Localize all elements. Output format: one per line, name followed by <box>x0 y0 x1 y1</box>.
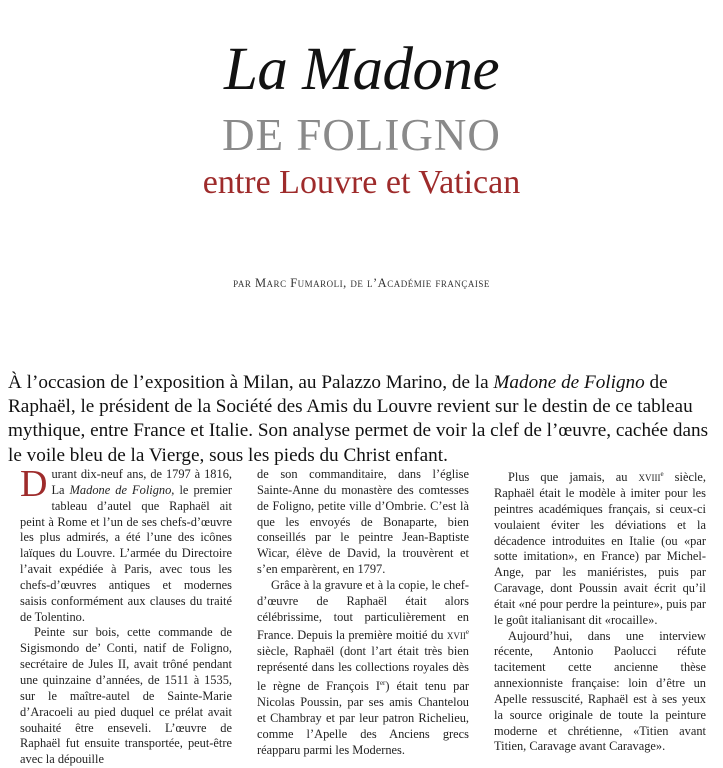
col3-paragraph-1 <box>494 467 706 629</box>
title-line-1: La Madone <box>223 36 500 103</box>
col2-paragraph-1: de son commanditaire, dans l’église Sainte-Anne du monastère des comtesses de Foligno, petite ville d’Ombrie. C’est là que les envoyés de Bonaparte, bien conseillés par le peintre Jean-Baptiste Wicar, élève de David, la trouvèrent et s’en emparèrent, en 1797. <box>257 467 469 577</box>
drop-cap: D <box>20 463 48 505</box>
col2-p2-text-c: ) était tenu par Nicolas Poussin, par ses amis Chantelou et Chambray et par leur patron Richelieu, comme l’Apelle des Anciens grecs réapparu parmi les Modernes. <box>257 679 470 757</box>
col1-paragraph-2: Peinte sur bois, cette commande de Sigismondo de’ Conti, natif de Foligno, secrétaire de Jules II, avait trôné pendant une quinzaine d’années, de 1511 à 1535, sur le maître-autel de Sainte-Marie d’Aracoeli au pied duquel ce prélat avait souhaité être enseveli. L’œuvre de Raphaël fut ensuite transportée, peut-être avec la dépouille <box>20 625 232 767</box>
col2-century: xvii <box>446 628 466 643</box>
col1-p1-italic: Madone de Foligno <box>69 482 172 497</box>
col3-p1-text-b: siècle, Raphaël était le modèle à imiter pour les peintres académiques français, si ceux-ci voulaient éviter les déviations et la décadence introduites en Italie (ou «par sotte imitation», en France) par Michel-Ange, par les maniéristes, puis par Caravage, dont Poussin avait écrit qu’il était «né pour perdre la peinture», puis par le goût italianisant dit «rocaille». <box>494 470 706 627</box>
intro-paragraph <box>8 371 720 468</box>
intro-italic-title: Madone de Foligno <box>493 372 645 393</box>
col2-century-sup: e <box>465 628 469 637</box>
col3-century: xviii <box>638 470 661 485</box>
column-3 <box>494 467 706 755</box>
column-2 <box>257 467 469 758</box>
col2-p2-text-b: siècle, Raphaël (dont l’art était très bien représenté dans les collections royales dès le règne de François I <box>257 644 469 694</box>
col2-paragraph-2 <box>257 578 469 759</box>
intro-text-2: de Raphaël, le président de la Société des Amis du Louvre revient sur le destin de ce tableau mythique, entre France et Italie. Son analyse permet de voir la clef de l’œuvre, cachée dans le voile bleu de la Vierge, sous les pieds du Christ enfant. <box>8 372 709 466</box>
col1-paragraph-1 <box>20 463 233 625</box>
column-1 <box>20 463 233 768</box>
col2-p2-text-a: Grâce à la gravure et à la copie, le chef-d’œuvre de Raphaël était alors célébrissime, tout particulièrement en France. Depuis la première moitié du <box>257 577 469 643</box>
col3-p1-text-a: Plus que jamais, au <box>508 470 639 485</box>
author-byline: par Marc Fumaroli, de l’Académie française <box>233 276 490 290</box>
col1-p1-text-b: , le premier tableau d’autel que Raphaël ait peint à Rome et l’un de ses chefs-d’œuvre les plus admirés, a été l’une des icônes laïques du Louvre. L’armée du Directoire l’avait expédiée à Paris, avec tous les chefs-d’œuvres antiques et modernes saisis conformément aux clauses du traité de Tolentino. <box>20 482 233 624</box>
subtitle: entre Louvre et Vatican <box>202 164 521 201</box>
intro-text-1: À l’occasion de l’exposition à Milan, au Palazzo Marino, de la <box>8 372 494 393</box>
col2-sup: er <box>379 679 386 688</box>
title-line-2: DE FOLIGNO <box>222 110 501 160</box>
col3-paragraph-2: Aujourd’hui, dans une interview récente, Antonio Paolucci réfute tacitement cette ancienne thèse annexionniste française: loin d’être un Apelle ressuscité, Raphaël est à ses yeux la source originale de toute la peinture moderne et chrétienne, «Titien avant Titien, Caravage avant Caravage». <box>494 628 706 754</box>
col1-p1-text-a: urant dix-neuf ans, de 1797 à 1816, La <box>51 467 232 497</box>
col3-century-sup: e <box>660 470 664 478</box>
